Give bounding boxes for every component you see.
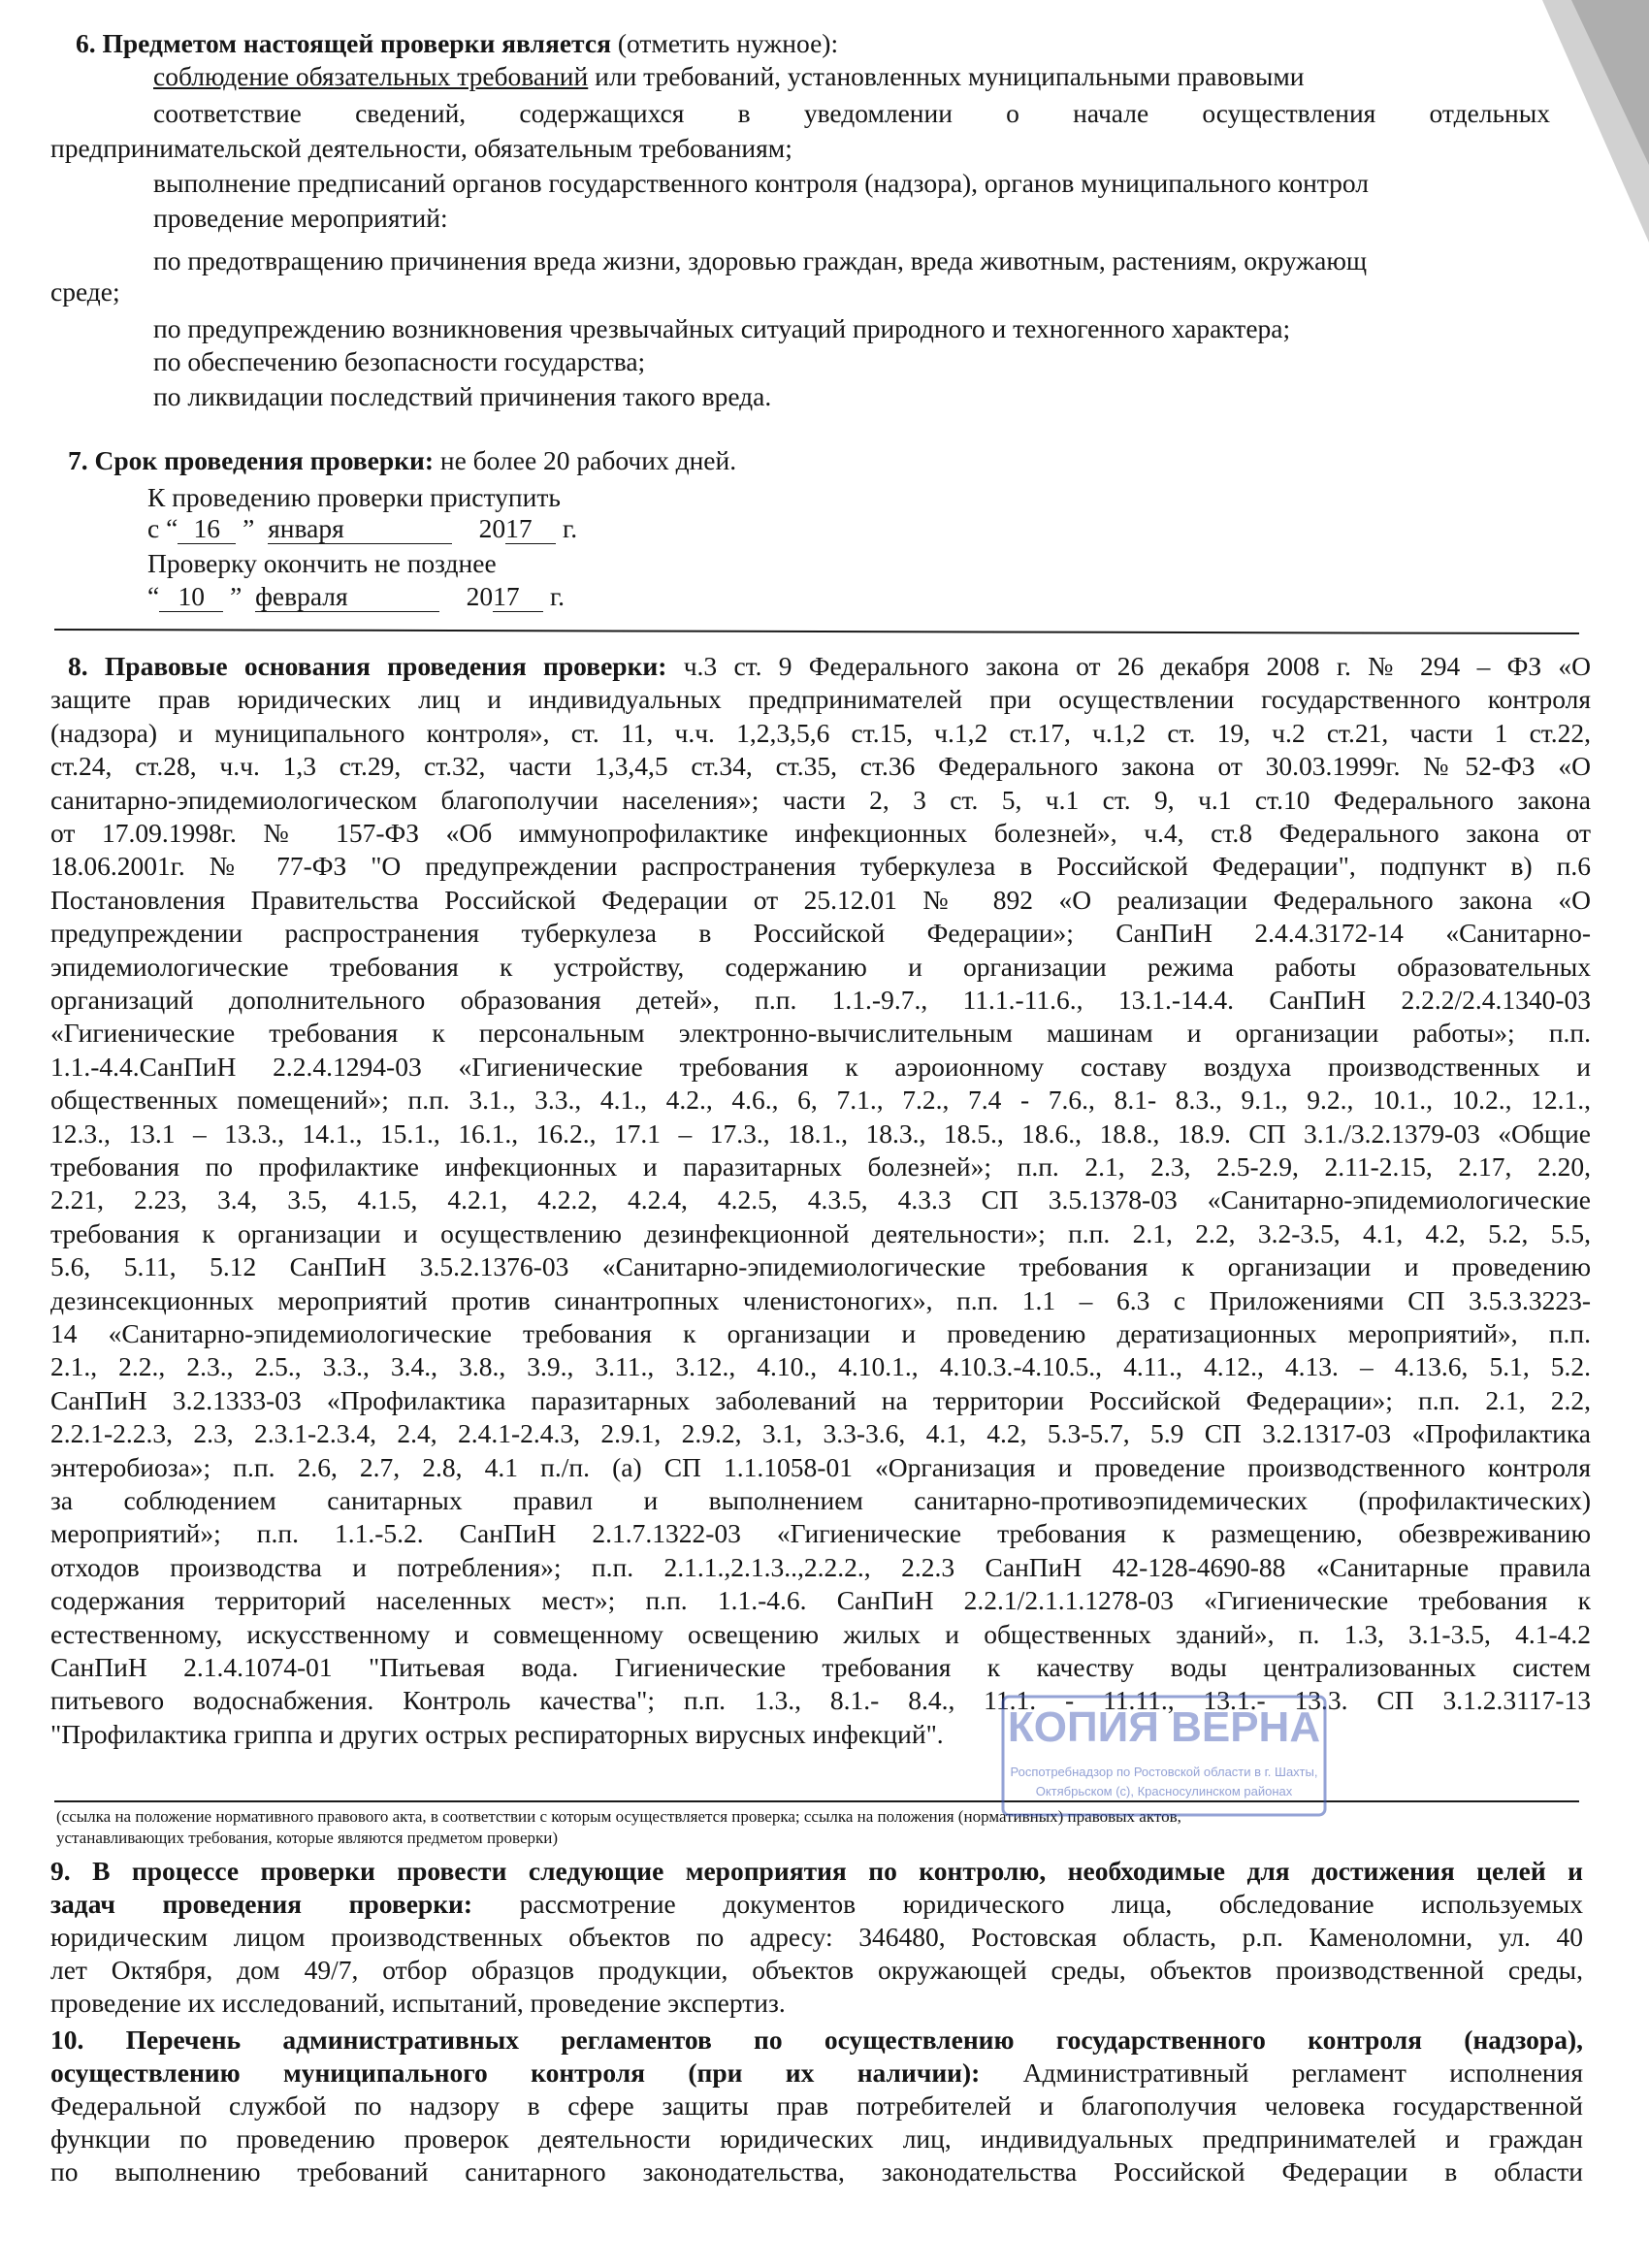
section6-heading-note: (отметить нужное): [610, 28, 839, 58]
section8-line-19: дезинсекционных мероприятий против синантропных членистоногих», п.п. 1.1 – 6.3 с Приложениями СП 3.5.3.3223- [50, 1284, 1591, 1315]
section8-line-0 [68, 650, 1591, 683]
section8-line-32: "Профилактика гриппа и других острых респираторных вирусных инфекций". [50, 1718, 944, 1749]
section8-line-27: отходов производства и потребления»; п.п. 2.1.1.,2.1.3..,2.2.2., 2.2.3 СанПиН 42-128-4690-88 «Санитарные правила [50, 1551, 1591, 1582]
section8-line-21: 2.1., 2.2., 2.3., 2.5., 3.3., 3.4., 3.8., 3.9., 3.11., 3.12., 4.10., 4.10.1., 4.10.3.-4.10.5., 4.11., 4.12., 4.13. – 4.13.6, 5.1, 5.2. [50, 1351, 1591, 1382]
end-quote-close: ” [230, 581, 242, 611]
end-month: февраля [255, 582, 439, 612]
section7-end-label: Проверку окончить не позднее [147, 548, 497, 578]
section8-line-13: общественных помещений»; п.п. 3.1., 3.3., 4.1., 4.2., 4.6., 6, 7.1., 7.2., 7.4 - 7.6., 8.1- 8.3., 9.1., 9.2., 10.1., 10.2., 12.1., [50, 1085, 1591, 1116]
section9-line5: проведение их исследований, испытаний, проведение экспертиз. [50, 1988, 786, 2018]
section10-line2-rest: Административный регламент исполнения [980, 2057, 1583, 2088]
section8-line-5: от 17.09.1998г. № 157-ФЗ «Об иммунопрофилактике инфекционных болезней», ч.4, ст.8 Федерального закона от [50, 818, 1591, 848]
section9-line4: лет Октября, дом 49/7, отбор образцов продукции, объектов окружающей среды, объектов производственной среды, [50, 1955, 1583, 1985]
section8-line-22: СанПиН 3.2.1333-03 «Профилактика паразитарных заболеваний на территории Российской Федерации»; п.п. 2.1, 2.2, [50, 1384, 1591, 1415]
section8-line-8: предупреждении распространения туберкулеза в Российской Федерации»; СанПиН 2.4.4.3172-14 «Санитарно- [50, 918, 1591, 949]
copy-certified-stamp [999, 1693, 1329, 1819]
end-year: 17 [493, 582, 543, 612]
section8-line-10: организаций дополнительного образования детей», п.п. 1.1.-9.7., 11.1.-11.6., 13.1.-14.4. СанПиН 2.2.2/2.4.1340-03 [50, 985, 1591, 1015]
section6-item1 [153, 60, 1304, 93]
section6-item5-line1: по предотвращению причинения вреда жизни, здоровью граждан, вреда животным, растениям, окружающ [153, 245, 1368, 275]
section7-heading-line [68, 444, 736, 477]
start-quote-close: ” [242, 513, 255, 543]
section8-top-rule [54, 629, 1579, 634]
section8-line-23: 2.2.1-2.2.3, 2.3, 2.3.1-2.3.4, 2.4, 2.4.1-2.4.3, 2.9.1, 2.9.2, 3.1, 3.3-3.6, 4.1, 4.2, 5.3-5.7, 5.9 СП 3.2.1317-03 «Профилактика [50, 1418, 1591, 1449]
section8-line-7: Постановления Правительства Российской Федерации от 25.12.01 № 892 «О реализации Федерального закона «О [50, 884, 1591, 915]
start-quote-open: с “ [147, 513, 178, 543]
start-year: 17 [505, 514, 556, 544]
section8-line-18: 5.6, 5.11, 5.12 СанПиН 3.5.2.1376-03 «Санитарно-эпидемиологические требования к организации и проведению [50, 1251, 1591, 1282]
section9-line2 [50, 1888, 1583, 1921]
section8-line-4: санитарно-эпидемиологическом благополучии населения»; части 2, 3 ст. 5, ч.1 ст. 9, ч.1 ст.10 Федерального закона [50, 784, 1591, 815]
section9-heading-line2: задач проведения проверки: [50, 1889, 473, 1919]
stamp-line2: Октябрьском (с), Красносулинском районах [1035, 1784, 1293, 1798]
section10-line5: по выполнению требований санитарного законодательства, законодательства Российской Федерации в области [50, 2156, 1583, 2187]
section6-item7: по обеспечению безопасности государства; [153, 346, 646, 376]
section8-bottom-rule [54, 1800, 1579, 1802]
section7-start-label: К проведению проверки приступить [147, 482, 561, 512]
section8-footnote-line1: (ссылка на положение нормативного правового акта, в соответствии с которым осуществляется проверка; ссылка на положения (нормативных) правовых актов, [56, 1807, 1181, 1826]
section8-line-14: 12.3., 13.1 – 13.3., 14.1., 15.1., 16.1., 16.2., 17.1 – 17.3., 18.1., 18.3., 18.5., 18.6., 18.8., 18.9. СП 3.1./3.2.1379-03 «Общие [50, 1118, 1591, 1149]
section9-line2-rest: рассмотрение документов юридического лица, обследование используемых [472, 1889, 1583, 1919]
section6-item1-underlined: соблюдение обязательных требований [153, 61, 589, 91]
section7-term: не более 20 рабочих дней. [433, 445, 737, 475]
section8-line-28: содержания территорий населенных мест»; п.п. 1.1.-4.6. СанПиН 2.2.1/2.1.1.1278-03 «Гигиенические требования к [50, 1585, 1591, 1616]
section8-line-0-text: ч.3 ст. 9 Федерального закона от 26 декабря 2008 г. № 294 – ФЗ «О [683, 651, 1591, 681]
end-year-suffix: г. [549, 581, 565, 611]
section8-line-3: ст.24, ст.28, ч.ч. 1,3 ст.29, ст.32, части 1,3,4,5 ст.34, ст.35, ст.36 Федерального закона от 30.03.1999г. №52-ФЗ «О [50, 751, 1591, 782]
section8-line-11: «Гигиенические требования к персональным электронно-вычислительным машинам и организации работы»; п.п. [50, 1018, 1591, 1049]
section8-line-25: за соблюдением санитарных правил и выполнением санитарно-противоэпидемических (профилактических) [50, 1485, 1591, 1515]
section6-item2-line2: предпринимательской деятельности, обязательным требованиям; [50, 133, 792, 163]
section7-start-date [147, 512, 577, 545]
section9-line3: юридическим лицом производственных объектов по адресу: 346480, Ростовская область, р.п. Каменоломни, ул. 40 [50, 1922, 1583, 1952]
section6-item5-line2: среде; [50, 276, 120, 307]
section8-line-1: защите прав юридических лиц и индивидуальных предпринимателей при осуществлении государственного контроля [50, 684, 1591, 715]
section8-line-26: мероприятий»; п.п. 1.1.-5.2. СанПиН 2.1.7.1322-03 «Гигиенические требования к размещению, обезвреживанию [50, 1518, 1591, 1549]
folded-corner [1504, 0, 1649, 349]
section7-end-date [147, 580, 565, 613]
section6-item3: выполнение предписаний органов государственного контроля (надзора), органов муниципального контрол [153, 168, 1370, 198]
start-year-prefix: 20 [478, 513, 506, 543]
section8-line-31: питьевого водоснабжения. Контроль качества"; п.п. 1.3., 8.1.- 8.4., 11.1. - 11.11., 13.1.- 13.3. СП 3.1.2.3117-13 [50, 1685, 1591, 1716]
end-day: 10 [159, 582, 223, 612]
section8-line-29: естественному, искусственному и совмещенному освещению жилых и общественных зданий», п. 1.3, 3.1-3.5, 4.1-4.2 [50, 1618, 1591, 1649]
section6-heading: 6. Предметом настоящей проверки является [76, 28, 611, 58]
section6-item6: по предупреждению возникновения чрезвычайных ситуаций природного и техногенного характера; [153, 313, 1291, 343]
section8-line-16: 2.21, 2.23, 3.4, 3.5, 4.1.5, 4.2.1, 4.2.2, 4.2.4, 4.2.5, 4.3.5, 4.3.3 СП 3.5.1378-03 «Санитарно-эпидемиологические [50, 1184, 1591, 1215]
section8-line-17: требования к организации и осуществлению дезинфекционной деятельности»; п.п. 2.1, 2.2, 3.2-3.5, 4.1, 4.2, 5.2, 5.5, [50, 1217, 1591, 1248]
section8-line-2: (надзора) и муниципального контроля», ст. 11, ч.ч. 1,2,3,5,6 ст.15, ч.1,2 ст.17, ч.1,2 ст. 19, ч.2 ст.21, части 1 ст.22, [50, 717, 1591, 748]
stamp-title: КОПИЯ ВЕРНА [1007, 1703, 1321, 1751]
start-day: 16 [178, 514, 236, 544]
section8-heading: 8. Правовые основания проведения проверки: [68, 651, 667, 681]
section8-line-12: 1.1.-4.4.СанПиН 2.2.4.1294-03 «Гигиенические требования к аэроионному составу воздуха производственных и [50, 1051, 1591, 1082]
section8-line-6: 18.06.2001г. № 77-ФЗ "О предупреждении распространения туберкулеза в Российской Федерации", подпункт в) п.6 [50, 851, 1591, 882]
section8-line-15: требования по профилактике инфекционных и паразитарных болезней»; п.п. 2.1, 2.3, 2.5-2.9, 2.11-2.15, 2.17, 2.20, [50, 1151, 1591, 1182]
section10-heading-line1: 10. Перечень административных регламентов по осуществлению государственного контроля (надзора), [50, 2025, 1583, 2055]
section6-item8: по ликвидации последствий причинения такого вреда. [153, 381, 772, 411]
section8-line-20: 14 «Санитарно-эпидемиологические требования к организации и проведению дератизационных мероприятий», п.п. [50, 1318, 1591, 1348]
start-year-suffix: г. [563, 513, 578, 543]
section8-footnote-line2: устанавливающих требования, которые являются предметом проверки) [56, 1829, 559, 1847]
section8-line-9: эпидемиологические требования к устройству, содержанию и организации режима работы образовательных [50, 951, 1591, 982]
section9-heading-line1: 9. В процессе проверки провести следующие мероприятия по контролю, необходимые для достижения целей и [50, 1856, 1583, 1886]
section6-heading-line [76, 27, 838, 60]
end-quote-open: “ [147, 581, 160, 611]
section6-item4: проведение мероприятий: [153, 203, 448, 233]
section10-line3: Федеральной службой по надзору в сфере защиты прав потребителей и благополучия человека государственной [50, 2090, 1583, 2121]
end-year-prefix: 20 [466, 581, 494, 611]
section6-item1-rest: или требований, установленных муниципальными правовыми [588, 61, 1305, 91]
section10-heading-line2: осуществлению муниципального контроля (при их наличии): [50, 2057, 981, 2088]
section10-line4: функции по проведению проверок деятельности юридических лиц, индивидуальных предпринимателей и граждан [50, 2123, 1583, 2154]
start-month: января [268, 514, 452, 544]
section6-item2-line1: соответствие сведений, содержащихся в уведомлении о начале осуществления отдельных [153, 98, 1550, 128]
section8-line-24: энтеробиоза»; п.п. 2.6, 2.7, 2.8, 4.1 п./п. (а) СП 1.1.1058-01 «Организация и проведение производственного контроля [50, 1451, 1591, 1482]
stamp-line1: Роспотребнадзор по Ростовской области в г. Шахты, [1010, 1765, 1318, 1779]
section8-line-30: СанПиН 2.1.4.1074-01 "Питьевая вода. Гигиенические требования к качеству воды централизованных систем [50, 1652, 1591, 1682]
section10-line2 [50, 2057, 1583, 2090]
section7-heading: 7. Срок проведения проверки: [68, 445, 434, 475]
